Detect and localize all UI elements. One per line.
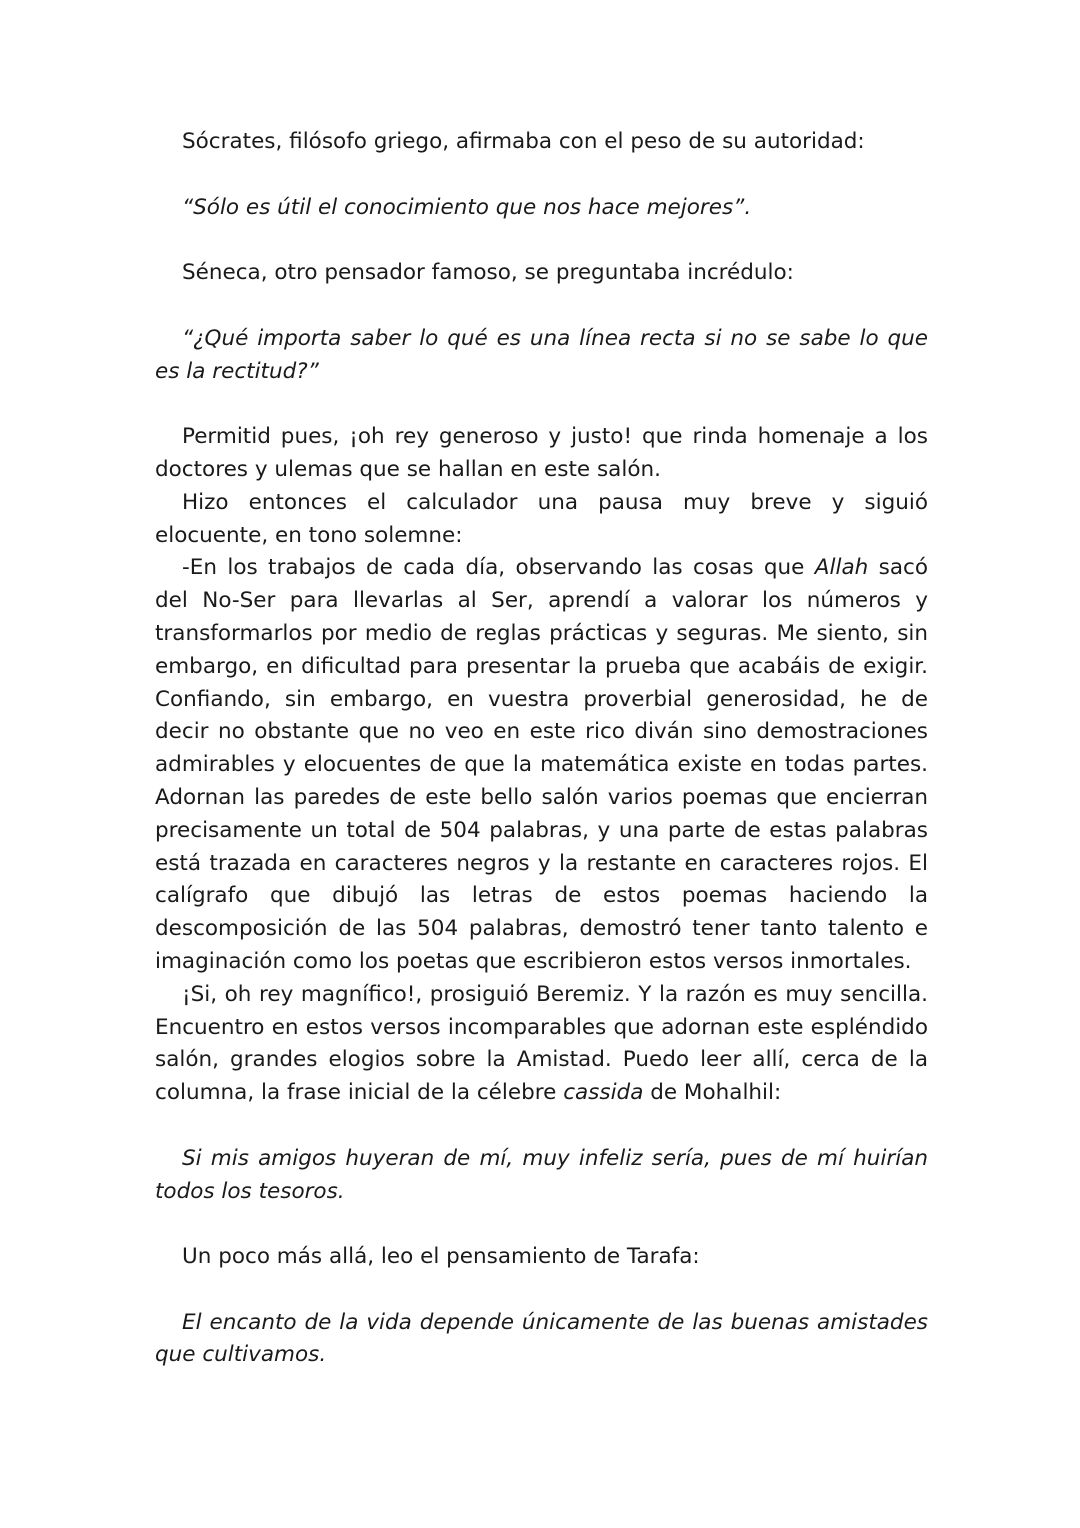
quote-tarafa: El encanto de la vida depende únicamente de las buenas amistades que cultivamos. <box>155 1309 928 1368</box>
paragraph-seneca: Séneca, otro pensador famoso, se preguntaba incrédulo: <box>182 260 794 286</box>
friendship-text-start: ¡Si, oh rey magnífico!, prosiguió Beremiz. Y la razón es muy sencilla. Encuentro en estos versos incomparables que adornan este espléndido salón, grandes elogios sobre la Amistad. Puedo leer allí, cerca de la columna, la frase inicial de la célebre <box>155 981 928 1106</box>
quote-socrates: “Sólo es útil el conocimiento que nos hace mejores”. <box>182 194 752 220</box>
quote-seneca: “¿Qué importa saber lo qué es una línea recta si no se sabe lo que es la rectitud?” <box>155 325 928 384</box>
paragraph-friendship <box>155 979 928 1110</box>
paragraph-tarafa: Un poco más allá, leo el pensamiento de Tarafa: <box>182 1244 700 1270</box>
friendship-text-end: de Mohalhil: <box>643 1080 782 1106</box>
paragraph-socrates: Sócrates, filósofo griego, afirmaba con el peso de su autoridad: <box>182 129 865 154</box>
paragraph-pause: Hizo entonces el calculador una pausa muy breve y siguió elocuente, en tono solemne: <box>155 489 928 548</box>
paragraph-speech <box>155 552 928 978</box>
friendship-emphasis-cassida: cassida <box>563 1080 644 1106</box>
document-page <box>155 126 928 1372</box>
speech-text-start: -En los trabajos de cada día, observando las cosas que <box>182 555 815 581</box>
paragraph-homage: Permitid pues, ¡oh rey generoso y justo! que rinda homenaje a los doctores y ulemas que se hallan en este salón. <box>155 424 928 482</box>
speech-text-end: sacó del No-Ser para llevarlas al Ser, aprendí a valorar los números y transformarlos por medio de reglas prácticas y seguras. Me siento, sin embargo, en dificultad para presentar la prueba que acabáis de exigir. Confiando, sin embargo, en vuestra proverbial generosidad, he de decir no obstante que no veo en este rico diván sino demostraciones admirables y elocuentes de que la matemática existe en todas partes. Adornan las paredes de este bello salón varios poemas que encierran precisamente un total de 504 palabras, y una parte de estas palabras está trazada en caracteres negros y la restante en caracteres rojos. El calígrafo que dibujó las letras de estos poemas haciendo la descomposición de las 504 palabras, demostró tener tanto talento e imaginación como los poetas que escribieron estos versos inmortales. <box>155 555 928 974</box>
speech-emphasis-allah: Allah <box>814 555 869 581</box>
quote-mohalhil: Si mis amigos huyeran de mí, muy infeliz sería, pues de mí huirían todos los tesoros. <box>155 1145 928 1204</box>
